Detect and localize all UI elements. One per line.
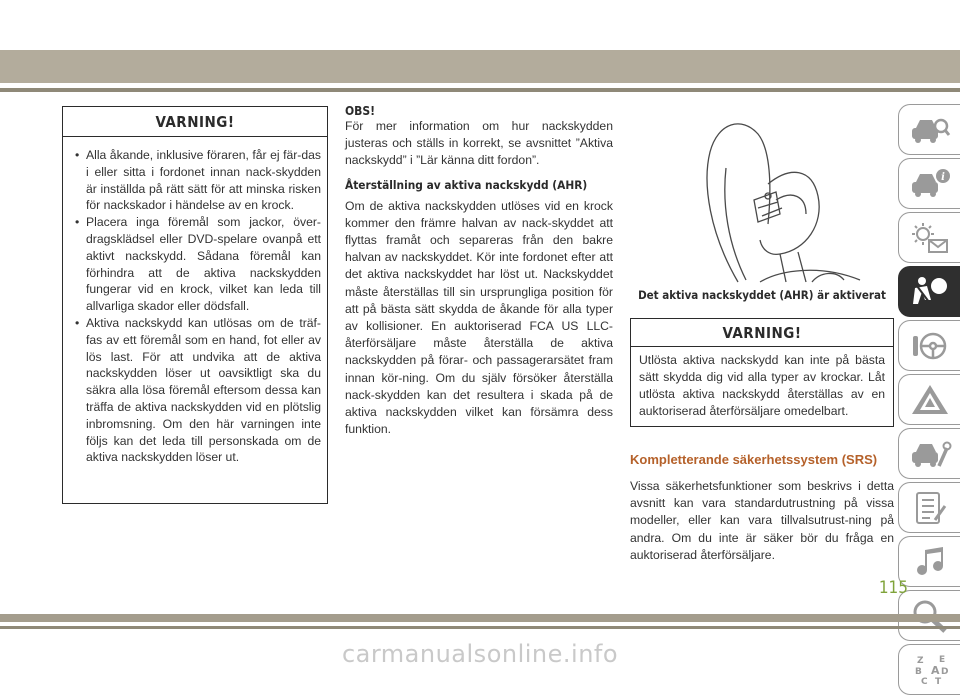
warning-title: VARNING! bbox=[63, 107, 327, 137]
warning-item-3: • Aktiva nackskydd kan utlösas om de träf-fas av ett föremål som en hand, fot eller av lös last. För att undvika att de aktiva nackskydden löser ut oavsiktligt ska du säkra alla lösa föremål eftersom dessa kan träffa de aktiva nackskydden vid en plötslig inbromsning. Om den här varningen inte följs kan det leda till personskada om de aktiva nackskydden löser ut. bbox=[75, 315, 321, 466]
letter-d: D bbox=[940, 666, 948, 677]
ahr-reset-heading: Återställning av aktiva nackskydd (AHR) bbox=[345, 177, 588, 192]
letter-z: Z bbox=[916, 655, 924, 666]
warning-title: VARNING! bbox=[631, 319, 893, 347]
svg-text:i: i bbox=[940, 171, 945, 183]
watermark: carmanualsonline.info bbox=[341, 640, 619, 668]
multimedia-music-icon bbox=[909, 544, 951, 580]
tab-safety[interactable] bbox=[898, 266, 960, 317]
footer-band bbox=[0, 614, 960, 622]
page-number: 115 bbox=[878, 578, 908, 598]
letter-c: C bbox=[920, 676, 928, 687]
srs-paragraph: Vissa säkerhetsfunktioner som beskrivs i detta avsnitt kan vara standardutrustning på vissa modeller, eller kan vara tillvalsutrust-ning på andra. Om du inte är säker bör du fråga en auktoriserad återförsäljare. bbox=[630, 479, 894, 562]
seatbelt-airbag-icon bbox=[909, 274, 951, 310]
tab-car-magnifier[interactable] bbox=[898, 104, 960, 155]
steering-wheel-icon bbox=[909, 328, 951, 364]
tab-warning-lights[interactable] bbox=[898, 212, 960, 263]
car-wrench-icon bbox=[909, 436, 951, 472]
active-head-restraint-illustration bbox=[630, 104, 894, 286]
figure-caption: Det aktiva nackskyddet (AHR) är aktiverat bbox=[638, 288, 886, 302]
warning-text: Utlösta aktiva nackskydd kan inte på bästa sätt skydda dig vid alla typer av krockar. Låt utlösta aktiva nackskydd återställas av en auktoriserad återförsäljare omedelbart. bbox=[639, 353, 885, 418]
obs-paragraph: För mer information om hur nackskydden justeras och ställs in korrekt, se avsnittet ”Aktiva nackskydd” i ”Lär känna ditt fordon”. bbox=[345, 119, 613, 168]
warning-box-deployed bbox=[630, 318, 894, 427]
tab-emergency[interactable] bbox=[898, 374, 960, 425]
head-restraint-figure bbox=[630, 104, 894, 286]
specifications-list-icon bbox=[909, 490, 951, 526]
letter-e: E bbox=[938, 654, 945, 665]
warning-item-1: • Alla åkande, inklusive föraren, får ej fär-das i eller sitta i fordonet innan nack-skydden är inställda på rätt sätt för att minska risken för nackskador i händelse av en krock. bbox=[75, 147, 321, 214]
warning-box-seating bbox=[62, 106, 328, 504]
header-band bbox=[0, 50, 960, 83]
ahr-reset-paragraph: Om de aktiva nackskydden utlöses vid en krock kommer den främre halvan av nack-skyddet att flyttas framåt och separeras från den bakre halvan av nackskyddet. Kör inte fordonet efter att det aktiva nackskyddet har löst ut. Nackskyddet måste återställas till sin ursprungliga position för att på bästa sätt skydda de åkande för alla typer av kollisioner. En auktoriserad FCA US LLC-återförsäljare måste återställa de aktiva nackskydden på förar- och passagerarsätet fram innan kör-ning. Om du själv försöker återställa nack-skydden kan det resultera i skada på de aktiva nackskydden vilket kan försämra dess funktion. bbox=[345, 198, 613, 437]
tab-starting-driving[interactable] bbox=[898, 320, 960, 371]
hazard-triangle-icon bbox=[909, 382, 951, 418]
srs-heading: Kompletterande säkerhetssystem (SRS) bbox=[630, 452, 878, 467]
header-rule bbox=[0, 88, 960, 92]
obs-label: OBS! bbox=[345, 104, 376, 118]
letter-a: A bbox=[930, 663, 940, 677]
car-magnifier-icon bbox=[909, 112, 951, 148]
warning-list bbox=[63, 137, 327, 466]
middle-column bbox=[345, 104, 613, 438]
letter-t: T bbox=[934, 676, 941, 687]
car-info-icon bbox=[909, 166, 951, 202]
warning-light-message-icon bbox=[909, 220, 951, 256]
tab-car-info[interactable] bbox=[898, 158, 960, 209]
warning-item-2: • Placera inga föremål som jackor, över-dragsklädsel eller DVD-spelare ovanpå ett aktivt nackskydd. Sådana föremål kan förhindra att de aktiva nackskydden fungerar vid en krock, vilket kan leda till allvarliga skador eller dödsfall. bbox=[75, 214, 321, 315]
tab-specifications[interactable] bbox=[898, 482, 960, 533]
letter-b: B bbox=[914, 666, 922, 677]
tab-service[interactable] bbox=[898, 428, 960, 479]
footer-rule bbox=[0, 626, 960, 629]
chapter-tabs bbox=[898, 104, 960, 698]
